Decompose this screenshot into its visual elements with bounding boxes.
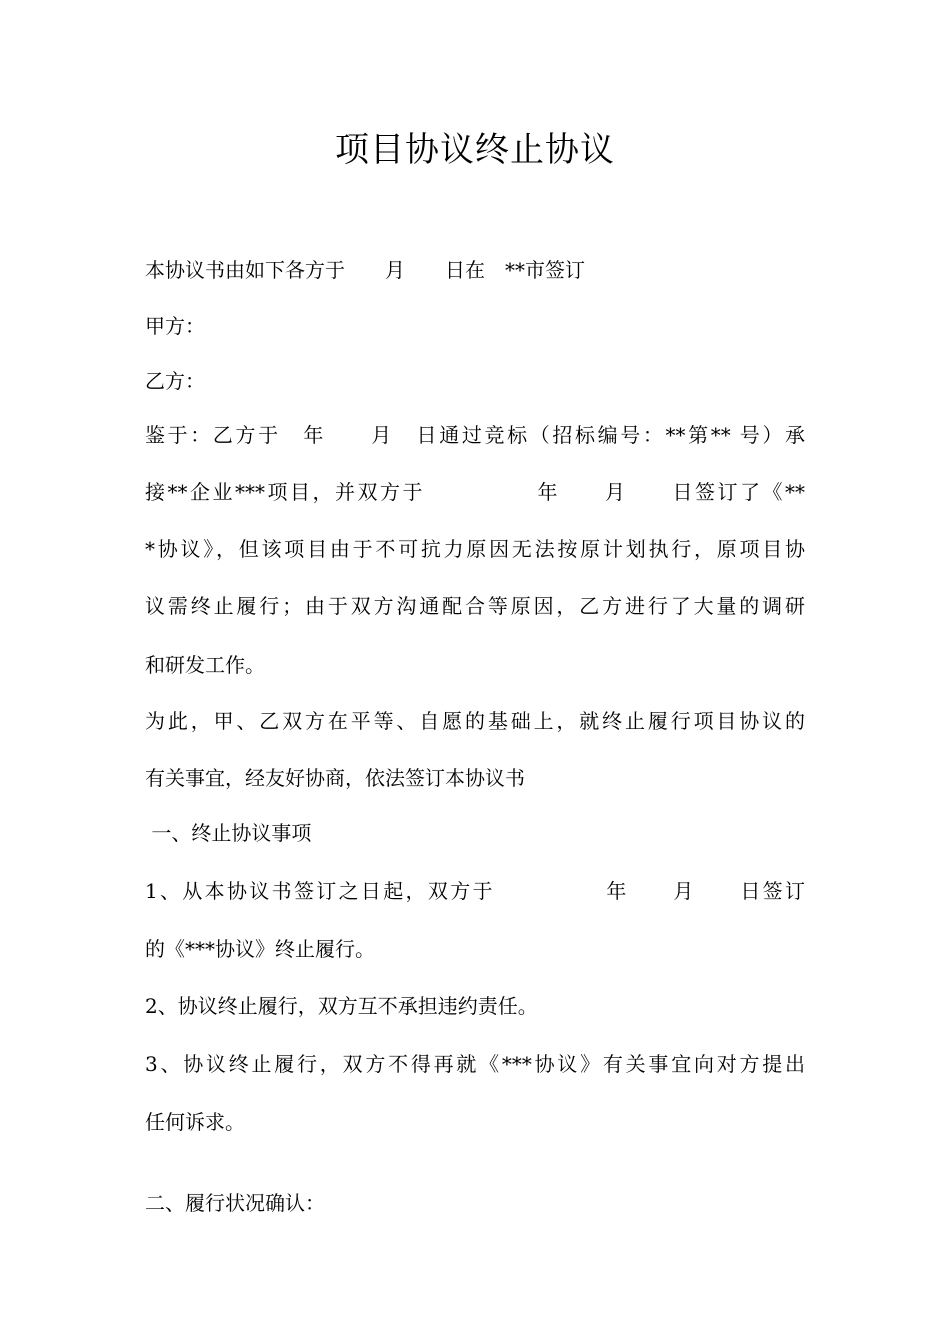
purpose-line-2: 有关事宜，经友好协商，依法签订本协议书 xyxy=(145,766,525,790)
document-title: 项目协议终止协议 xyxy=(335,130,615,170)
section-1-heading: 一、终止协议事项 xyxy=(145,821,312,845)
section-2-heading: 二、履行状况确认： xyxy=(145,1191,325,1215)
whereas-line-5: 和研发工作。 xyxy=(145,653,265,677)
whereas-line-3: *协议》，但该项目由于不可抗力原因无法按原计划执行，原项目协 xyxy=(145,537,805,561)
purpose-line-1: 为此，甲、乙双方在平等、自愿的基础上，就终止履行项目协议的 xyxy=(145,709,805,733)
clause-3-line-1: 3、协议终止履行，双方不得再就《***协议》有关事宜向对方提出 xyxy=(145,1052,805,1076)
intro-line: 本协议书由如下各方于 月 日在 **市签订 xyxy=(145,258,585,282)
clause-2-line: 2、协议终止履行，双方互不承担违约责任。 xyxy=(145,994,538,1018)
whereas-line-4: 议需终止履行；由于双方沟通配合等原因，乙方进行了大量的调研 xyxy=(145,594,805,618)
clause-3-line-2: 任何诉求。 xyxy=(145,1110,245,1134)
party-a-line: 甲方： xyxy=(145,314,205,338)
party-b-line: 乙方： xyxy=(145,369,205,393)
clause-1-line-2: 的《***协议》终止履行。 xyxy=(145,937,375,961)
whereas-line-2: 接**企业***项目，并双方于 年 月 日签订了《** xyxy=(145,480,805,504)
clause-1-line-1: 1、从本协议书签订之日起，双方于 年 月 日签订 xyxy=(145,879,805,903)
whereas-line-1: 鉴于：乙方于 年 月 日通过竞标（招标编号：**第** 号）承 xyxy=(145,423,805,447)
